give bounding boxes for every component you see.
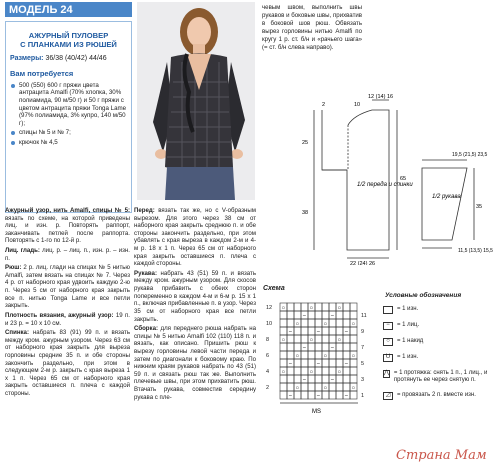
chart-cell — [301, 319, 308, 327]
dim-label: 11,5 (13,5) 15,5 — [458, 248, 493, 254]
chart-cell — [343, 343, 350, 351]
dim-label: 38 — [302, 210, 309, 216]
chart-cell — [280, 359, 287, 367]
chart-symbol: ○ — [309, 337, 314, 344]
legend-item: ◿ = провязать 2 п. вместе изн. — [383, 392, 476, 400]
chart-cell — [315, 383, 322, 391]
instruction-paragraph: Плотность вязания, ажурный узор: 19 п. и 23 р. = 10 х 10 см. — [5, 311, 130, 327]
dim-label: 65 — [400, 176, 407, 182]
chart-cell — [350, 303, 357, 311]
chart-symbol: − — [344, 361, 349, 368]
chart-cell — [336, 319, 343, 327]
chart-symbol: − — [288, 361, 293, 368]
material-item: крючок № 4,5 — [10, 139, 127, 147]
instructions-column-3: чевым швом, выполнить швы рукавов и боковые швы, прихватив в боковой шов рюш. Обвязать вырез горловины нитью Amalfi по кругу 1 р. ст. б/н и «рачьего шага» (= ст. б/н слева направо). — [262, 4, 362, 51]
chart-cell — [336, 351, 343, 359]
materials-heading: Вам потребуется — [10, 68, 74, 78]
chart-cell — [280, 327, 287, 335]
chart-cell — [336, 359, 343, 367]
dim-label: 12 (14) 16 — [368, 94, 394, 100]
instruction-paragraph: Рюш: 2 р. лиц. глади на спицах № 5 нитью Amalfi, затем вязать на спицах № 7. Через 4 р. от наборного края удвоить каждую 2-ю п. Через 5 см от наборного края закрыть все п. нитью Tonga Lame и все петли закрыть. — [5, 264, 130, 310]
chart-cell — [301, 383, 308, 391]
chart-cell — [329, 383, 336, 391]
chart-cell — [322, 327, 329, 335]
instruction-paragraph: Сборка: для переднего рюша набрать на спицы № 5 нитью Amalfi 102 (110) 118 п. и вязать, как описано. Пришить рюш к вырезу горловины левой части переда и затем по диагонали к боковому краю. По нижним краям рукавов набрать по 43 (51) 59 п. и связать рюш так же. Выполнить плечевые швы, при этом прихватить рюш. Втачать рукава, совместив середину рукава с пле- — [134, 325, 256, 401]
chart-cell — [280, 319, 287, 327]
row-number: 5 — [361, 361, 365, 367]
chart-symbol: − — [330, 313, 335, 320]
chart-cell — [287, 367, 294, 375]
legend-item: − = 1 лиц. — [383, 322, 419, 330]
chart-symbol: − — [316, 361, 321, 368]
row-number: 12 — [266, 305, 273, 311]
title-line-1: АЖУРНЫЙ ПУЛОВЕР — [28, 31, 109, 40]
chart-symbol: − — [316, 329, 321, 336]
row-number: 7 — [361, 345, 365, 351]
chart-cell — [294, 303, 301, 311]
chart-cell — [315, 367, 322, 375]
chart-cell — [350, 367, 357, 375]
chart-symbol: ○ — [351, 321, 356, 328]
front-back-label: 1/2 переда и спинки — [357, 182, 413, 188]
chart-cell — [329, 319, 336, 327]
chart-cell — [343, 335, 350, 343]
material-item: 500 (550) 600 г пряжи цвета антрацита Amalfi (70% хлопка, 30% полиамида, 90 м/50 г) и 50 г пряжи с цветом антрацита пряжи Tonga Lame (97% полиамида, 3% купро, 140 м/50 г); — [10, 82, 127, 127]
chart-symbol: ○ — [309, 369, 314, 376]
row-number: 11 — [361, 313, 367, 319]
chart-cell — [315, 351, 322, 359]
chart-cell — [329, 327, 336, 335]
chart-cell — [343, 375, 350, 383]
chart-symbol: ○ — [295, 385, 300, 392]
chart-symbol: − — [302, 313, 307, 320]
site-watermark: Страна Мам — [396, 448, 487, 463]
chart-cell — [294, 327, 301, 335]
chart-cell — [322, 359, 329, 367]
chart-cell — [294, 391, 301, 399]
chart-symbol: − — [302, 345, 307, 352]
legend-item: U = 1 изн. — [383, 354, 418, 362]
chart-cell — [322, 303, 329, 311]
chart-cell — [301, 351, 308, 359]
chart-cell — [294, 359, 301, 367]
instruction-paragraph: Перед: вязать так же, но с V-образным вырезом. Для этого через 38 см от наборного края закрыть среднюю п. и обе стороны закончить раздельно, при этом убавлять с края выреза в каждом 2-м и 4-м р. 18 х 1 п. Через 65 см от наборного края закрыть оставшиеся п. плеча с каждой стороны. — [134, 207, 256, 268]
chart-symbol: ○ — [309, 305, 314, 312]
photo-illustration — [137, 2, 255, 200]
chart-cell — [287, 375, 294, 383]
chart-cell — [301, 335, 308, 343]
chart-cell — [350, 375, 357, 383]
schema-title: Схема — [263, 285, 285, 292]
legend-item: ○ = 1 накид — [383, 338, 423, 346]
row-number: 6 — [266, 353, 270, 359]
stitch-chart — [262, 295, 377, 425]
chart-cell — [336, 375, 343, 383]
instructions-column-2 — [134, 207, 256, 403]
chart-cell — [308, 351, 315, 359]
chart-cell — [343, 383, 350, 391]
chart-cell — [280, 375, 287, 383]
chart-cell — [287, 303, 294, 311]
sizes-label: Размеры: — [10, 55, 44, 63]
chart-symbol: − — [288, 329, 293, 336]
row-number: 1 — [361, 393, 365, 399]
chart-cell — [315, 319, 322, 327]
material-item: спицы № 5 и № 7; — [10, 129, 127, 137]
dim-label: 25 — [302, 140, 309, 146]
chart-cell — [315, 335, 322, 343]
chart-cell — [287, 351, 294, 359]
chart-cell — [280, 311, 287, 319]
chart-cell — [336, 311, 343, 319]
chart-cell — [280, 391, 287, 399]
chart-cell — [301, 359, 308, 367]
chart-symbol: − — [302, 377, 307, 384]
chart-cell — [329, 335, 336, 343]
chart-cell — [350, 327, 357, 335]
chart-cell — [315, 343, 322, 351]
chart-cell — [294, 343, 301, 351]
dim-label: 35 — [476, 204, 483, 210]
chart-symbol: ○ — [295, 353, 300, 360]
chart-symbol: ○ — [337, 337, 342, 344]
chart-cell — [322, 367, 329, 375]
row-number: 10 — [266, 321, 273, 327]
row-number: 2 — [266, 385, 270, 391]
chart-symbol: ○ — [351, 385, 356, 392]
materials-list — [10, 82, 127, 147]
chart-cell — [280, 343, 287, 351]
title-line-2: С ПЛАНКАМИ ИЗ РЮШЕЙ — [20, 40, 117, 50]
chart-cell — [294, 335, 301, 343]
chart-symbol: ○ — [295, 321, 300, 328]
chart-cell — [329, 303, 336, 311]
chart-cell — [322, 391, 329, 399]
pattern-diagrams — [262, 90, 498, 265]
chart-symbol: ○ — [337, 305, 342, 312]
chart-cell — [301, 303, 308, 311]
chart-symbol: − — [316, 393, 321, 400]
chart-symbol: − — [344, 393, 349, 400]
chart-cell — [287, 343, 294, 351]
row-number: 3 — [361, 377, 365, 383]
chart-symbol: ○ — [323, 353, 328, 360]
chart-cell — [308, 359, 315, 367]
legend-item: ⋀ = 1 протяжка: снять 1 п., 1 лиц., и протянуть ее через снятую п. — [384, 370, 488, 384]
chart-symbol: ○ — [281, 305, 286, 312]
chart-cell — [308, 319, 315, 327]
legend-item: = 1 изн. — [383, 306, 418, 314]
chart-cell — [329, 359, 336, 367]
chart-symbol: ○ — [351, 353, 356, 360]
dim-label: 10 — [354, 102, 361, 108]
chart-cell — [308, 391, 315, 399]
info-column — [5, 2, 132, 213]
chart-cell — [343, 367, 350, 375]
instruction-paragraph: Лиц. гладь: лиц. р. – лиц. п., изн. р. – изн. п. — [5, 247, 130, 262]
row-number: 9 — [361, 329, 365, 335]
chart-cell — [350, 311, 357, 319]
front-back-pattern — [314, 100, 397, 258]
garment-title — [10, 31, 127, 49]
instructions-column-1 — [5, 207, 130, 400]
sizes-value: 36/38 (40/42) 44/46 — [45, 55, 107, 63]
dim-label: 19,5 (21,5) 23,5 — [452, 152, 488, 158]
chart-symbol: ○ — [337, 369, 342, 376]
sleeve-pattern — [422, 160, 474, 248]
chart-cell — [343, 303, 350, 311]
model-photo — [137, 2, 255, 200]
chart-cell — [350, 391, 357, 399]
rapport-label: MS — [312, 409, 321, 415]
chart-cell — [350, 343, 357, 351]
chart-cell — [336, 343, 343, 351]
chart-cell — [350, 335, 357, 343]
chart-cell — [308, 327, 315, 335]
model-header: МОДЕЛЬ 24 — [5, 2, 132, 17]
chart-cell — [322, 335, 329, 343]
chart-cell — [308, 383, 315, 391]
chart-cell — [294, 375, 301, 383]
chart-cell — [308, 375, 315, 383]
chart-cell — [322, 375, 329, 383]
chart-cell — [315, 375, 322, 383]
info-card — [5, 21, 132, 213]
legend-title: Условные обозначения — [385, 292, 462, 299]
chart-cell — [301, 327, 308, 335]
chart-cell — [301, 391, 308, 399]
dim-label: 2 — [322, 102, 326, 108]
sizes-row — [10, 55, 127, 64]
row-number: 8 — [266, 337, 270, 343]
chart-cell — [343, 311, 350, 319]
chart-cell — [280, 351, 287, 359]
chart-symbol: − — [344, 329, 349, 336]
chart-cell — [336, 327, 343, 335]
chart-cell — [322, 311, 329, 319]
chart-cell — [287, 335, 294, 343]
sleeve-label: 1/2 рукава — [432, 194, 461, 200]
chart-cell — [294, 311, 301, 319]
chart-cell — [287, 383, 294, 391]
chart-cell — [329, 351, 336, 359]
instruction-paragraph: Спинка: набрать 83 (91) 99 п. и вязать между кром. ажурным узором. Через 63 см от наборного края закрыть для выреза горловины средние 35 п. и обе стороны закончить раздельно, при этом в следующем 2-м р. закрыть с края выреза 1 х 1 п. Через 65 см от наборного края закрыть оставшиеся п. плеча с каждой стороны. — [5, 329, 130, 398]
chart-cell — [280, 383, 287, 391]
chart-symbol: − — [330, 377, 335, 384]
chart-cell — [329, 391, 336, 399]
instruction-paragraph: Рукава: набрать 43 (51) 59 п. и вязать между кром. ажурным узором. Для скосов рукава прибавить с обеих сторон попеременно в каждом 4-м и 6-м р. 15 х 1 п., включая прибавленные п. в узор. Через 35 см от наборного края все петли закрыть. — [134, 269, 256, 323]
chart-symbol: − — [288, 393, 293, 400]
chart-cell — [329, 367, 336, 375]
chart-cell — [287, 311, 294, 319]
chart-cell — [308, 311, 315, 319]
chart-cell — [350, 359, 357, 367]
chart-symbol: − — [330, 345, 335, 352]
chart-symbol: ○ — [281, 337, 286, 344]
chart-cell — [336, 391, 343, 399]
row-number: 4 — [266, 369, 270, 375]
chart-symbol: ○ — [281, 369, 286, 376]
chart-cell — [336, 383, 343, 391]
chart-cell — [343, 351, 350, 359]
chart-cell — [322, 343, 329, 351]
chart-cell — [294, 367, 301, 375]
chart-symbol: ○ — [323, 321, 328, 328]
instruction-paragraph: Ажурный узор, нить Amalfi, спицы № 5: вязать по схеме, на которой приведены лиц. и изн. р. Повторять раппорт, заканчивать петлей после раппорта. Повторять с 1-го по 12-й р. — [5, 207, 130, 245]
dim-label: 22 (24) 26 — [350, 261, 376, 265]
chart-cell — [287, 319, 294, 327]
chart-cell — [301, 367, 308, 375]
chart-cell — [315, 311, 322, 319]
chart-symbol: ○ — [323, 385, 328, 392]
chart-cell — [315, 303, 322, 311]
chart-cell — [308, 343, 315, 351]
chart-cell — [343, 319, 350, 327]
